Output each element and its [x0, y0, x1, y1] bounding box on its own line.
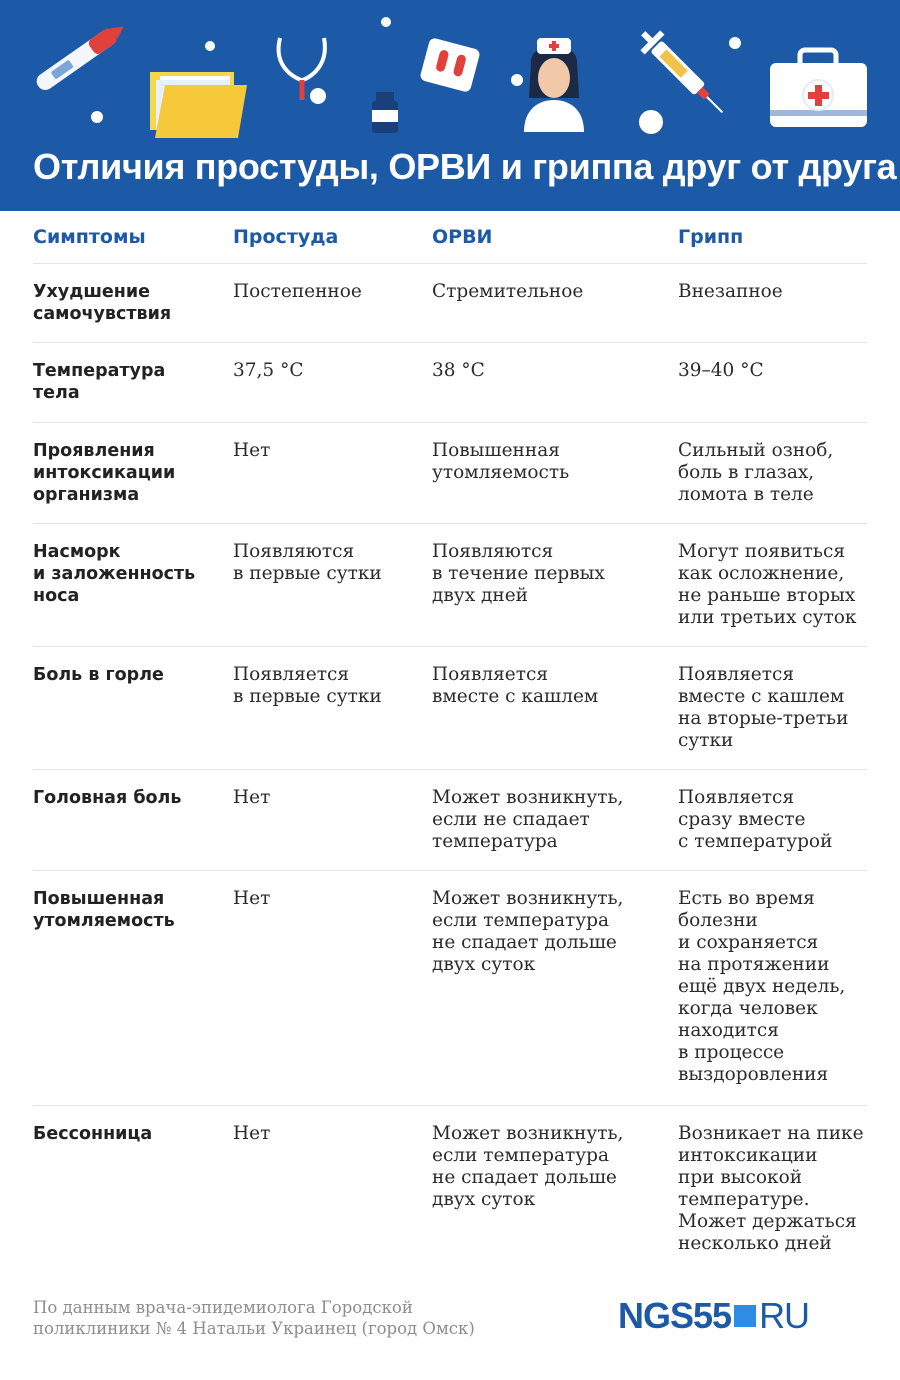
logo-square-icon — [734, 1305, 756, 1327]
dot-decoration — [91, 111, 103, 123]
flu-cell: Сильный озноб, боль в глазах, ломота в теле — [678, 440, 834, 505]
cold-cell: Нет — [233, 1123, 271, 1144]
nurse-icon — [524, 38, 584, 132]
table-row — [33, 343, 867, 423]
column-header-arvi: ОРВИ — [432, 226, 493, 248]
source-note: По данным врача-эпидемиолога Городской поликлиники № 4 Натальи Украинец (город Омск) — [33, 1298, 475, 1338]
arvi-cell: Появляются в течение первых двух дней — [432, 541, 605, 606]
symptom-cell: Головная боль — [33, 788, 182, 808]
cold-cell: Нет — [233, 440, 271, 461]
table-row — [33, 423, 867, 524]
arvi-cell: Может возникнуть, если температура не спадает дольше двух суток — [432, 888, 624, 975]
table-row — [33, 770, 867, 871]
table-row — [33, 264, 867, 343]
arvi-cell: Может возникнуть, если не спадает температура — [432, 787, 624, 852]
cold-cell: Постепенное — [233, 281, 362, 302]
table-row — [33, 647, 867, 770]
column-header-flu: Грипп — [678, 226, 744, 248]
flu-cell: Внезапное — [678, 281, 783, 302]
symptom-table — [33, 222, 867, 1266]
cold-cell: Появляются в первые сутки — [233, 541, 382, 584]
tablet-decoration — [639, 110, 663, 134]
column-header-cold: Простуда — [233, 226, 339, 248]
table-row — [33, 524, 867, 647]
symptom-cell: Насморк и заложенность носа — [33, 542, 196, 606]
arvi-cell: Повышенная утомляемость — [432, 440, 570, 483]
syringe-icon — [633, 23, 732, 122]
dot-decoration — [729, 37, 741, 49]
logo-suffix: RU — [759, 1295, 810, 1336]
cold-cell: Появляется в первые сутки — [233, 664, 382, 707]
header-banner — [0, 0, 900, 211]
medicine-bottle-icon — [372, 92, 398, 133]
first-aid-kit-icon — [770, 50, 867, 127]
symptom-cell: Температура тела — [33, 361, 166, 403]
pills-icon — [419, 37, 481, 93]
page-title: Отличия простуды, ОРВИ и гриппа друг от друга — [33, 146, 897, 187]
symptom-cell: Повышенная утомляемость — [33, 889, 175, 931]
dot-decoration — [511, 74, 523, 86]
symptom-cell: Проявления интоксикации организма — [33, 441, 176, 505]
dot-decoration — [205, 41, 215, 51]
table-header-row — [33, 222, 867, 264]
arvi-cell: Стремительное — [432, 281, 584, 302]
column-header-symptoms: Симптомы — [33, 226, 146, 248]
arvi-cell: Может возникнуть, если температура не спадает дольше двух суток — [432, 1123, 624, 1210]
stethoscope-icon — [279, 38, 326, 104]
flu-cell: Возникает на пике интоксикации при высокой температуре. Может держаться несколько дней — [678, 1123, 864, 1254]
symptom-cell: Бессонница — [33, 1124, 153, 1144]
arvi-cell: 38 °C — [432, 360, 485, 381]
symptom-cell: Боль в горле — [33, 665, 164, 685]
cold-cell: Нет — [233, 787, 271, 808]
flu-cell: Появляется сразу вместе с температурой — [678, 787, 833, 852]
ngs55-logo[interactable] — [618, 1296, 809, 1336]
symptom-cell: Ухудшение самочувствия — [33, 282, 172, 324]
folder-icon — [150, 72, 247, 138]
flu-cell: Могут появиться как осложнение, не раньше вторых или третьих суток — [678, 541, 857, 628]
flu-cell: Есть во время болезни и сохраняется на протяжении ещё двух недель, когда человек находится в процессе выздоровления — [678, 888, 846, 1085]
cold-cell: Нет — [233, 888, 271, 909]
arvi-cell: Появляется вместе с кашлем — [432, 664, 599, 707]
table-row — [33, 1106, 867, 1266]
logo-main: NGS55 — [618, 1295, 732, 1336]
flu-cell: 39–40 °C — [678, 360, 764, 381]
thermometer-icon — [34, 20, 129, 94]
flu-cell: Появляется вместе с кашлем на вторые-третьи сутки — [678, 664, 849, 751]
dot-decoration — [381, 17, 391, 27]
cold-cell: 37,5 °C — [233, 360, 304, 381]
table-row — [33, 871, 867, 1106]
